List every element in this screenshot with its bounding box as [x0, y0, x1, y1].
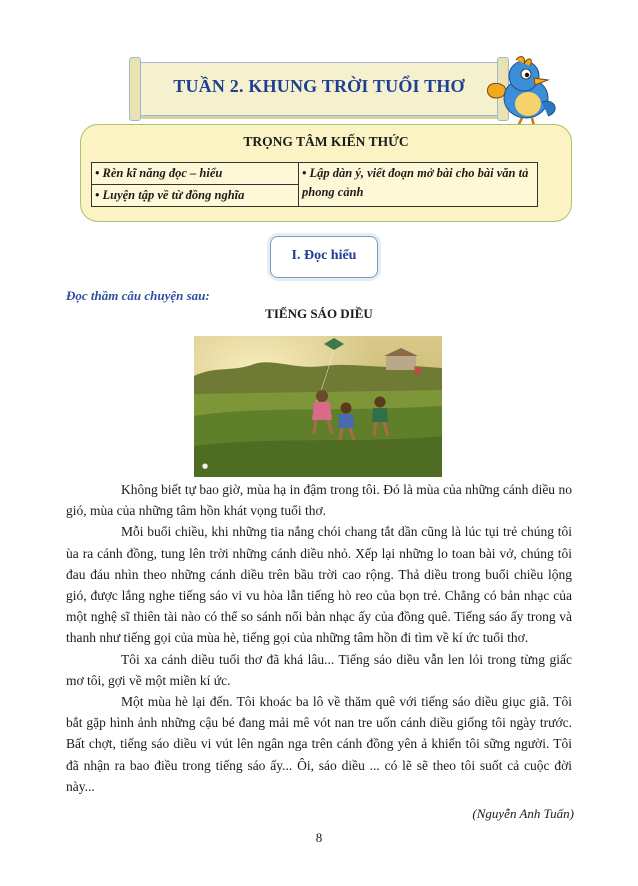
story-paragraph: Mỗi buổi chiều, khi những tia nắng chói chang tắt dần cũng là lúc tụi trẻ chúng tôi ùa ra cánh đồng, tung lên trời những cánh diều nhỏ. Xếp lại những lo toan bài vở, chúng tôi đau đáu nhìn theo những cánh diều trên bầu trời cao rộng. Thả diều trong buổi chiều lộng gió, được lắng nghe tiếng sáo vi vu hòa lẫn tiếng hò reo của bọn trẻ. Chẳng có bản nhạc của một nghệ sĩ thiên tài nào có thể so sánh nổi bản nhạc ấy của đồng quê. Tiếng sáo ấy trong và thanh như tiếng gọi của mùa hè, tiếng gọi của những tâm hồn đi tìm về kí ức tuổi thơ. — [66, 524, 572, 646]
svg-text:●: ● — [202, 462, 209, 470]
page-number: 8 — [315, 830, 323, 845]
knowledge-item: • Luyện tập về từ đồng nghĩa — [92, 185, 299, 207]
story-title: TIẾNG SÁO DIỀU — [265, 306, 373, 321]
kite-children-photo — [194, 336, 442, 477]
title-banner — [136, 62, 502, 116]
story-author: (Nguyễn Anh Tuấn) — [472, 806, 574, 821]
knowledge-table — [91, 162, 538, 207]
section-heading: I. Đọc hiểu — [291, 248, 357, 263]
story-body — [66, 479, 572, 797]
page-title: TUẦN 2. KHUNG TRỜI TUỔI THƠ — [173, 76, 465, 96]
story-paragraph: Tôi xa cánh diều tuổi thơ đã khá lâu... Tiếng sáo diều vẫn len lỏi trong từng giấc mơ tôi, gợi về một miền kí ức. — [66, 651, 572, 688]
knowledge-heading: TRỌNG TÂM KIẾN THỨC — [243, 134, 409, 149]
bird-mascot-icon — [482, 54, 562, 128]
section-heading-box — [270, 236, 378, 278]
reading-instruction: Đọc thầm câu chuyện sau: — [66, 288, 210, 303]
story-paragraph: Không biết tự bao giờ, mùa hạ in đậm trong tôi. Đó là mùa của những cánh diều no gió, mùa của những tâm hồn khát vọng tuổi thơ. — [66, 482, 572, 519]
story-paragraph: Một mùa hè lại đến. Tôi khoác ba lô về thăm quê với tiếng sáo diều giục giã. Tôi bắt gặp hình ảnh những cậu bé đang mải mê vót nan tre uốn cánh diều giống tôi ngày trước. Bất chợt, tiếng sáo diều vi vút lên ngân nga trên cánh đồng yên ả khiến tôi sững người. Tôi đã nhận ra bao điều trong tiếng sáo ấy... Ôi, sáo diều ... có lẽ sẽ theo tôi suốt cả cuộc đời này... — [66, 694, 572, 794]
knowledge-item: • Lập dàn ý, viết đoạn mở bài cho bài văn tả phong cảnh — [299, 163, 538, 207]
knowledge-item: • Rèn kĩ năng đọc – hiểu — [92, 163, 299, 185]
